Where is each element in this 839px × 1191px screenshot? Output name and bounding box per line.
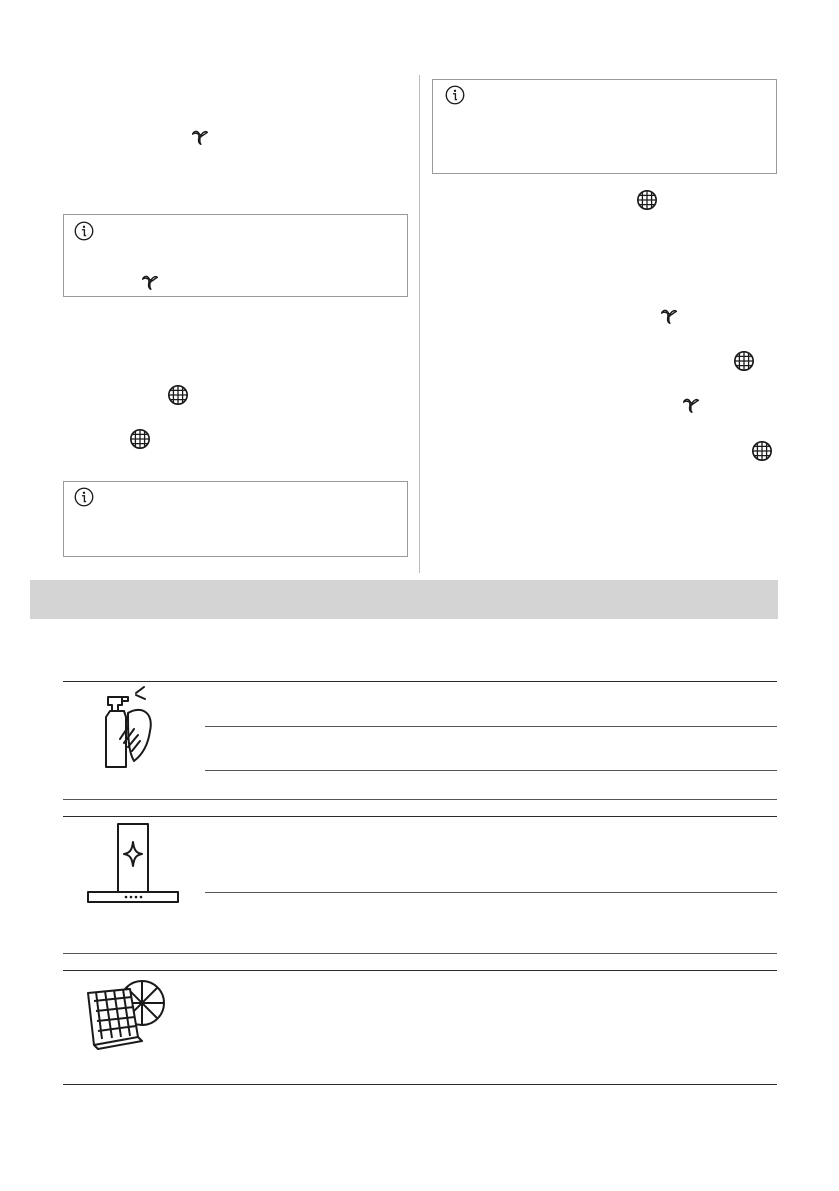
table-rule	[63, 953, 777, 954]
info-icon	[74, 487, 94, 507]
filter-grid-icon	[129, 428, 151, 450]
fan-icon	[139, 270, 161, 292]
fan-icon	[680, 393, 702, 415]
table-rule	[63, 816, 777, 817]
section-banner	[30, 580, 778, 619]
table-rule	[63, 1084, 777, 1085]
fan-icon	[658, 304, 680, 326]
table-rule	[205, 892, 777, 893]
table-rule	[63, 799, 777, 800]
filter-grid-icon	[636, 189, 658, 211]
filter-grid-icon	[751, 440, 773, 462]
hood-shine-icon	[84, 820, 182, 908]
fan-icon	[189, 125, 211, 147]
table-rule	[63, 970, 777, 971]
grease-filter-icon	[84, 975, 170, 1061]
table-rule	[205, 770, 777, 771]
spray-and-wipe-icon	[98, 685, 160, 773]
info-icon	[445, 85, 465, 105]
filter-grid-icon	[167, 384, 189, 406]
column-divider	[419, 75, 420, 573]
info-note-box	[432, 79, 777, 174]
info-note-box	[63, 214, 408, 297]
info-note-box	[63, 481, 408, 557]
info-icon	[74, 221, 94, 241]
filter-grid-icon	[733, 350, 755, 372]
table-rule	[63, 681, 777, 682]
table-rule	[205, 726, 777, 727]
